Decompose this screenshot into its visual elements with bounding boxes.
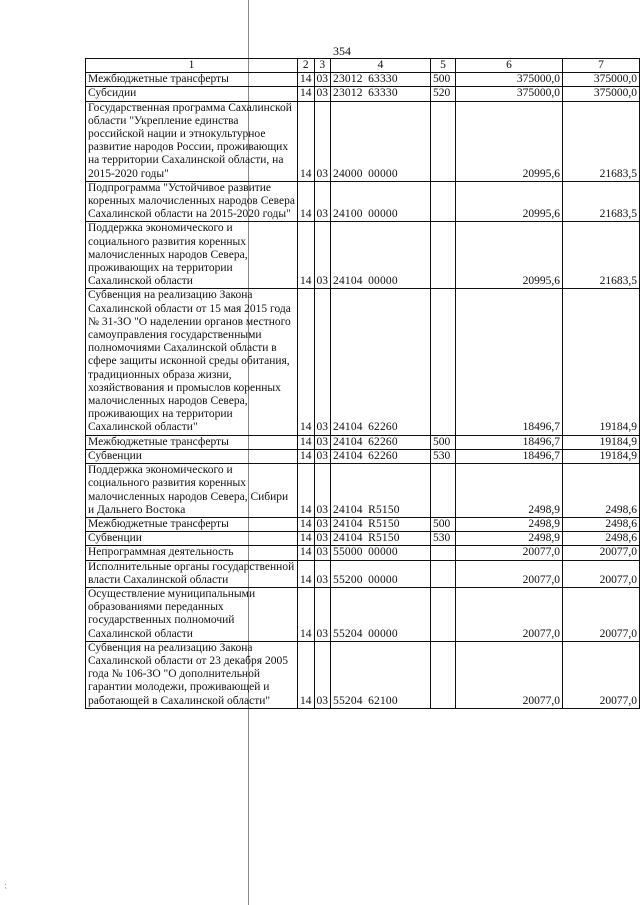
row-target-article bbox=[331, 560, 431, 587]
column-header: 5 bbox=[431, 59, 456, 73]
row-amount-col6: 20995,6 bbox=[456, 222, 563, 289]
row-amount-col7: 19184,9 bbox=[563, 289, 640, 435]
table-row bbox=[86, 464, 640, 518]
table-row bbox=[86, 87, 640, 101]
row-target-article bbox=[331, 532, 431, 546]
row-target-article bbox=[331, 435, 431, 449]
row-amount-col7: 20077,0 bbox=[563, 641, 640, 708]
row-section: 14 bbox=[298, 449, 315, 463]
row-amount-col7: 2498,6 bbox=[563, 464, 640, 518]
row-section: 14 bbox=[298, 517, 315, 531]
row-name: Субсидии bbox=[86, 87, 298, 101]
row-amount-col6: 375000,0 bbox=[456, 73, 563, 87]
table-row bbox=[86, 73, 640, 87]
row-subsection: 03 bbox=[314, 101, 331, 181]
row-subsection: 03 bbox=[314, 532, 331, 546]
row-name: Поддержка экономического и социального развития коренных малочисленных народов Севера, проживающих на территории Сахалинской области bbox=[86, 222, 298, 289]
row-amount-col6: 2498,9 bbox=[456, 532, 563, 546]
row-section: 14 bbox=[298, 641, 315, 708]
row-section: 14 bbox=[298, 181, 315, 222]
row-expense-type: 530 bbox=[431, 532, 456, 546]
header-row bbox=[86, 59, 640, 73]
row-amount-col6: 18496,7 bbox=[456, 449, 563, 463]
target-article-part: 63330 bbox=[368, 87, 398, 100]
target-article-part: 62100 bbox=[368, 694, 398, 707]
row-subsection: 03 bbox=[314, 587, 331, 641]
row-subsection: 03 bbox=[314, 73, 331, 87]
target-article-part: 62260 bbox=[368, 421, 398, 434]
table-row bbox=[86, 517, 640, 531]
row-expense-type: 500 bbox=[431, 517, 456, 531]
row-target-article bbox=[331, 222, 431, 289]
row-section: 14 bbox=[298, 546, 315, 560]
table-row bbox=[86, 289, 640, 435]
table-body bbox=[86, 59, 640, 709]
row-subsection: 03 bbox=[314, 289, 331, 435]
row-section: 14 bbox=[298, 532, 315, 546]
row-target-article bbox=[331, 87, 431, 101]
column-header: 4 bbox=[331, 59, 431, 73]
target-article-part: R5150 bbox=[368, 532, 400, 545]
row-section: 14 bbox=[298, 587, 315, 641]
row-amount-col7: 21683,5 bbox=[563, 181, 640, 222]
table-row bbox=[86, 449, 640, 463]
target-article-part: 55204 bbox=[333, 627, 363, 640]
target-article-part: 24104 bbox=[333, 517, 363, 530]
row-amount-col7: 19184,9 bbox=[563, 435, 640, 449]
target-article-part: 23012 bbox=[333, 87, 363, 100]
target-article-part: 24104 bbox=[333, 449, 363, 462]
target-article-part: 00000 bbox=[368, 167, 398, 180]
table-row bbox=[86, 641, 640, 708]
row-amount-col7: 375000,0 bbox=[563, 87, 640, 101]
row-target-article bbox=[331, 546, 431, 560]
row-amount-col6: 2498,9 bbox=[456, 517, 563, 531]
row-amount-col7: 2498,6 bbox=[563, 532, 640, 546]
row-amount-col6: 20077,0 bbox=[456, 641, 563, 708]
row-target-article bbox=[331, 73, 431, 87]
column-header: 6 bbox=[456, 59, 563, 73]
row-target-article bbox=[331, 641, 431, 708]
target-article-part: 62260 bbox=[368, 449, 398, 462]
row-amount-col6: 18496,7 bbox=[456, 435, 563, 449]
row-expense-type bbox=[431, 546, 456, 560]
column-header: 2 bbox=[298, 59, 315, 73]
row-expense-type bbox=[431, 464, 456, 518]
table-row bbox=[86, 435, 640, 449]
row-amount-col6: 20077,0 bbox=[456, 560, 563, 587]
row-name: Межбюджетные трансферты bbox=[86, 435, 298, 449]
row-amount-col6: 20995,6 bbox=[456, 101, 563, 181]
row-name: Субвенция на реализацию Закона Сахалинской области от 23 декабря 2005 года № 106-ЗО "О дополнительной гарантии молодежи, проживающей и работающей в Сахалинской области" bbox=[86, 641, 298, 708]
row-target-article bbox=[331, 587, 431, 641]
row-subsection: 03 bbox=[314, 222, 331, 289]
target-article-part: 00000 bbox=[368, 208, 398, 221]
row-name: Субвенции bbox=[86, 532, 298, 546]
row-name: Подпрограмма "Устойчивое развитие коренных малочисленных народов Севера Сахалинской области на 2015-2020 годы" bbox=[86, 181, 298, 222]
row-amount-col6: 20077,0 bbox=[456, 587, 563, 641]
row-subsection: 03 bbox=[314, 546, 331, 560]
target-article-part: 24104 bbox=[333, 532, 363, 545]
table-row bbox=[86, 587, 640, 641]
row-name: Субвенции bbox=[86, 449, 298, 463]
target-article-part: 23012 bbox=[333, 73, 363, 86]
row-subsection: 03 bbox=[314, 517, 331, 531]
row-expense-type: 530 bbox=[431, 449, 456, 463]
target-article-part: 24000 bbox=[333, 167, 363, 180]
row-target-article bbox=[331, 101, 431, 181]
column-header: 7 bbox=[563, 59, 640, 73]
table-row bbox=[86, 222, 640, 289]
row-subsection: 03 bbox=[314, 87, 331, 101]
row-name: Межбюджетные трансферты bbox=[86, 517, 298, 531]
row-section: 14 bbox=[298, 101, 315, 181]
target-article-part: 00000 bbox=[368, 275, 398, 288]
row-section: 14 bbox=[298, 289, 315, 435]
row-amount-col7: 21683,5 bbox=[563, 101, 640, 181]
row-section: 14 bbox=[298, 435, 315, 449]
target-article-part: 63330 bbox=[368, 73, 398, 86]
target-article-part: 62260 bbox=[368, 435, 398, 448]
target-article-part: 24100 bbox=[333, 208, 363, 221]
target-article-part: R5150 bbox=[368, 503, 400, 516]
row-amount-col7: 19184,9 bbox=[563, 449, 640, 463]
row-expense-type bbox=[431, 101, 456, 181]
row-amount-col7: 375000,0 bbox=[563, 73, 640, 87]
row-section: 14 bbox=[298, 222, 315, 289]
row-expense-type bbox=[431, 181, 456, 222]
row-amount-col6: 20077,0 bbox=[456, 546, 563, 560]
target-article-part: 55200 bbox=[333, 573, 363, 586]
row-name: Субвенция на реализацию Закона Сахалинской области от 15 мая 2015 года № 31-ЗО "О наделении органов местного самоуправления государственными полномочиями Сахалинской области в сфере защиты исконной среды обитания, традиционных образа жизни, хозяйствования и промыслов коренных малочисленных народов Севера, проживающих на территории Сахалинской области" bbox=[86, 289, 298, 435]
row-amount-col6: 375000,0 bbox=[456, 87, 563, 101]
row-amount-col7: 2498,6 bbox=[563, 517, 640, 531]
table-row bbox=[86, 101, 640, 181]
table-row bbox=[86, 560, 640, 587]
row-target-article bbox=[331, 181, 431, 222]
scan-margin-mark: ⁏ bbox=[4, 880, 8, 890]
column-header: 1 bbox=[86, 59, 298, 73]
row-name: Осуществление муниципальными образованиями переданных государственных полномочий Сахалинской области bbox=[86, 587, 298, 641]
row-expense-type: 500 bbox=[431, 435, 456, 449]
row-subsection: 03 bbox=[314, 435, 331, 449]
target-article-part: 55204 bbox=[333, 694, 363, 707]
row-section: 14 bbox=[298, 560, 315, 587]
table-row bbox=[86, 181, 640, 222]
row-name: Межбюджетные трансферты bbox=[86, 73, 298, 87]
row-amount-col6: 2498,9 bbox=[456, 464, 563, 518]
row-name: Непрограммная деятельность bbox=[86, 546, 298, 560]
budget-table bbox=[85, 58, 640, 709]
row-amount-col6: 20995,6 bbox=[456, 181, 563, 222]
target-article-part: 24104 bbox=[333, 421, 363, 434]
target-article-part: 24104 bbox=[333, 275, 363, 288]
target-article-part: 00000 bbox=[368, 627, 398, 640]
row-amount-col7: 21683,5 bbox=[563, 222, 640, 289]
row-section: 14 bbox=[298, 87, 315, 101]
row-subsection: 03 bbox=[314, 449, 331, 463]
row-subsection: 03 bbox=[314, 181, 331, 222]
target-article-part: 00000 bbox=[368, 546, 398, 559]
row-expense-type: 500 bbox=[431, 73, 456, 87]
row-subsection: 03 bbox=[314, 560, 331, 587]
row-subsection: 03 bbox=[314, 641, 331, 708]
row-expense-type: 520 bbox=[431, 87, 456, 101]
column-header: 3 bbox=[314, 59, 331, 73]
target-article-part: 55000 bbox=[333, 546, 363, 559]
row-subsection: 03 bbox=[314, 464, 331, 518]
row-name: Государственная программа Сахалинской области "Укрепление единства российской нации и этнокультурное развитие народов России, проживающих на территории Сахалинской области, на 2015-2020 годы" bbox=[86, 101, 298, 181]
row-expense-type bbox=[431, 289, 456, 435]
row-name: Исполнительные органы государственной власти Сахалинской области bbox=[86, 560, 298, 587]
row-section: 14 bbox=[298, 73, 315, 87]
page-number: 354 bbox=[333, 44, 351, 58]
row-section: 14 bbox=[298, 464, 315, 518]
target-article-part: 00000 bbox=[368, 573, 398, 586]
row-target-article bbox=[331, 289, 431, 435]
row-amount-col7: 20077,0 bbox=[563, 546, 640, 560]
row-amount-col7: 20077,0 bbox=[563, 587, 640, 641]
row-expense-type bbox=[431, 587, 456, 641]
row-amount-col7: 20077,0 bbox=[563, 560, 640, 587]
row-expense-type bbox=[431, 641, 456, 708]
row-target-article bbox=[331, 449, 431, 463]
table-row bbox=[86, 546, 640, 560]
row-target-article bbox=[331, 517, 431, 531]
target-article-part: R5150 bbox=[368, 517, 400, 530]
row-amount-col6: 18496,7 bbox=[456, 289, 563, 435]
row-expense-type bbox=[431, 222, 456, 289]
row-expense-type bbox=[431, 560, 456, 587]
table-row bbox=[86, 532, 640, 546]
row-name: Поддержка экономического и социального развития коренных малочисленных народов Севера, Сибири и Дальнего Востока bbox=[86, 464, 298, 518]
row-target-article bbox=[331, 464, 431, 518]
target-article-part: 24104 bbox=[333, 435, 363, 448]
target-article-part: 24104 bbox=[333, 503, 363, 516]
